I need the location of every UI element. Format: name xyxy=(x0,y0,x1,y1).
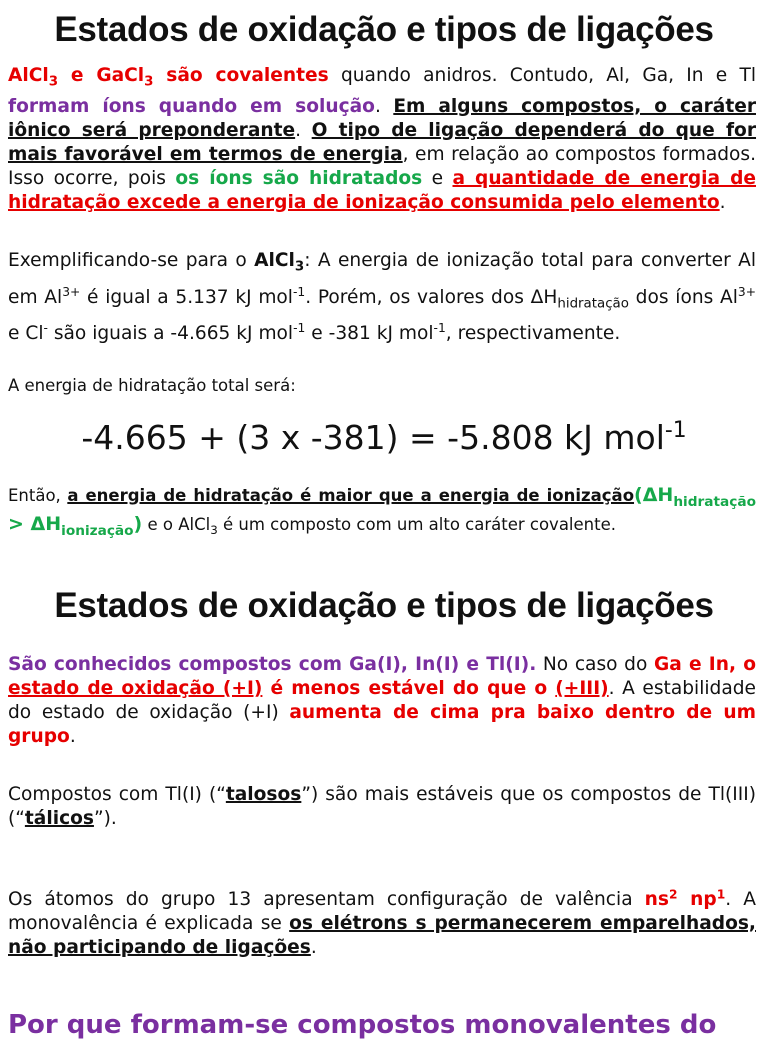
text-span: , respectivamente. xyxy=(445,322,621,344)
text-span: ) xyxy=(133,512,143,535)
text-span: . xyxy=(69,726,76,747)
text-span: Compostos com Tl(I) (“ xyxy=(8,784,226,805)
underlined-oxidation-plus-three: (+III) xyxy=(555,678,609,699)
superscript: -1 xyxy=(293,321,306,336)
paragraph-alcl3-example xyxy=(8,249,756,346)
highlight-ions-solution: formam íons quando em solução xyxy=(8,95,375,117)
text-span: é um composto com um alto caráter covalente. xyxy=(217,514,616,534)
text-span: é igual a 5.137 kJ mol xyxy=(80,286,293,308)
superscript: 2 xyxy=(668,887,678,901)
subscript: hidratação xyxy=(557,296,629,312)
text-span: . A estabilidade do estado de oxidação (+I) xyxy=(8,678,756,723)
superscript: -1 xyxy=(433,321,446,336)
paragraph-valence xyxy=(8,882,756,960)
highlight-hydration-energy: a quantidade de energia de hidratação excede a energia de ionização consumida pelo elemento xyxy=(8,167,756,213)
paragraph-conclusion xyxy=(8,484,756,542)
text-span: Então, xyxy=(8,486,68,505)
text-span: ns xyxy=(644,888,669,910)
subscript: 3 xyxy=(210,522,218,537)
highlight-ga-in: Ga e In, o xyxy=(653,654,756,675)
highlight-known-compounds: São conhecidos compostos com Ga(I), In(I) e Tl(I). xyxy=(8,654,537,675)
text-span: : A energia de ionização total para converter Al em Al xyxy=(8,250,756,308)
text-span: . xyxy=(310,936,317,958)
highlight-hydrated-ions: os íons são hidratados xyxy=(175,167,423,189)
text-span: AlCl xyxy=(8,65,49,86)
underlined-oxidation-plus-one: estado de oxidação (+I) xyxy=(8,678,263,699)
question-heading-cut: Por que formam-se compostos monovalentes do xyxy=(8,1010,717,1040)
superscript: 1 xyxy=(716,887,726,901)
text-span: . xyxy=(374,95,394,117)
subscript: 3 xyxy=(294,259,305,275)
underlined-ionic-character: Em alguns compostos, o caráter iônico será preponderante xyxy=(8,95,756,141)
text-span: são covalentes xyxy=(153,65,329,86)
underlined-s-electrons: os elétrons s permanecerem emparelhados, não participando de ligações xyxy=(8,912,756,958)
text-span: dos íons Al xyxy=(628,286,738,308)
paragraph-talosos xyxy=(8,783,756,831)
text-span: (ΔH xyxy=(634,484,674,506)
superscript: - xyxy=(43,321,48,336)
text-span: ”) são mais estáveis que os compostos de Tl(III) (“ xyxy=(8,784,756,829)
paragraph-oxidation-states xyxy=(8,653,756,749)
underlined-bond-type: O tipo de ligação dependerá do que for mais favorável em termos de energia xyxy=(8,119,757,165)
superscript: -1 xyxy=(292,284,306,299)
text-alcl3 xyxy=(8,65,329,90)
text-span: Os átomos do grupo 13 apresentam configuração de valência xyxy=(8,888,645,910)
hydration-equation xyxy=(0,418,768,457)
text-span: são iguais a -4.665 kJ mol xyxy=(47,322,294,344)
text-span: > ΔH xyxy=(8,512,62,535)
highlight-less-stable: é menos estável do que o xyxy=(262,678,556,699)
underlined-hydration-greater: a energia de hidratação é maior que a energia de ionização xyxy=(67,486,635,505)
text-span: . xyxy=(719,191,726,213)
valence-config xyxy=(645,889,726,910)
text-span: ”). xyxy=(93,808,117,829)
subscript: 3 xyxy=(48,74,59,90)
equation-text: -4.665 + (3 x -381) = -5.808 kJ mol xyxy=(81,418,665,457)
text-span: e xyxy=(422,167,453,189)
term-talosos: talosos xyxy=(225,784,302,805)
section-title: Estados de oxidação e tipos de ligações xyxy=(54,586,714,625)
paragraph-covalent-intro xyxy=(8,64,756,215)
term-talicos: tálicos xyxy=(24,808,94,829)
subscript: ionização xyxy=(61,522,134,539)
highlight-stability-trend: aumenta de cima pra baixo dentro de um grupo xyxy=(8,702,756,747)
subscript: 3 xyxy=(144,74,154,90)
superscript: 3+ xyxy=(62,284,81,299)
text-span: No caso do xyxy=(536,654,654,675)
text-span: quando anidros. Contudo, Al, Ga, In e Tl xyxy=(328,65,756,86)
page-title: Estados de oxidação e tipos de ligações xyxy=(54,10,714,49)
superscript: 3+ xyxy=(737,284,757,299)
text-span: e GaCl xyxy=(58,65,145,86)
paragraph-total-hydration: A energia de hidratação total será: xyxy=(8,376,296,395)
text-span: Exemplificando-se para o xyxy=(8,250,255,271)
subscript: hidratação xyxy=(673,493,756,510)
formula-alcl3: AlCl xyxy=(254,250,295,271)
text-span: e Cl xyxy=(8,322,44,344)
text-span: np xyxy=(677,888,717,910)
text-span: . A monovalência é explicada se xyxy=(8,888,756,934)
superscript: -1 xyxy=(664,418,687,444)
text-span: . Porém, os valores dos ΔH xyxy=(305,286,558,308)
text-span: e o AlCl xyxy=(142,514,211,534)
text-span: . xyxy=(295,119,312,141)
text-span: , em relação ao compostos formados. Isso ocorre, pois xyxy=(8,143,757,189)
text-span: e -381 kJ mol xyxy=(305,322,434,344)
